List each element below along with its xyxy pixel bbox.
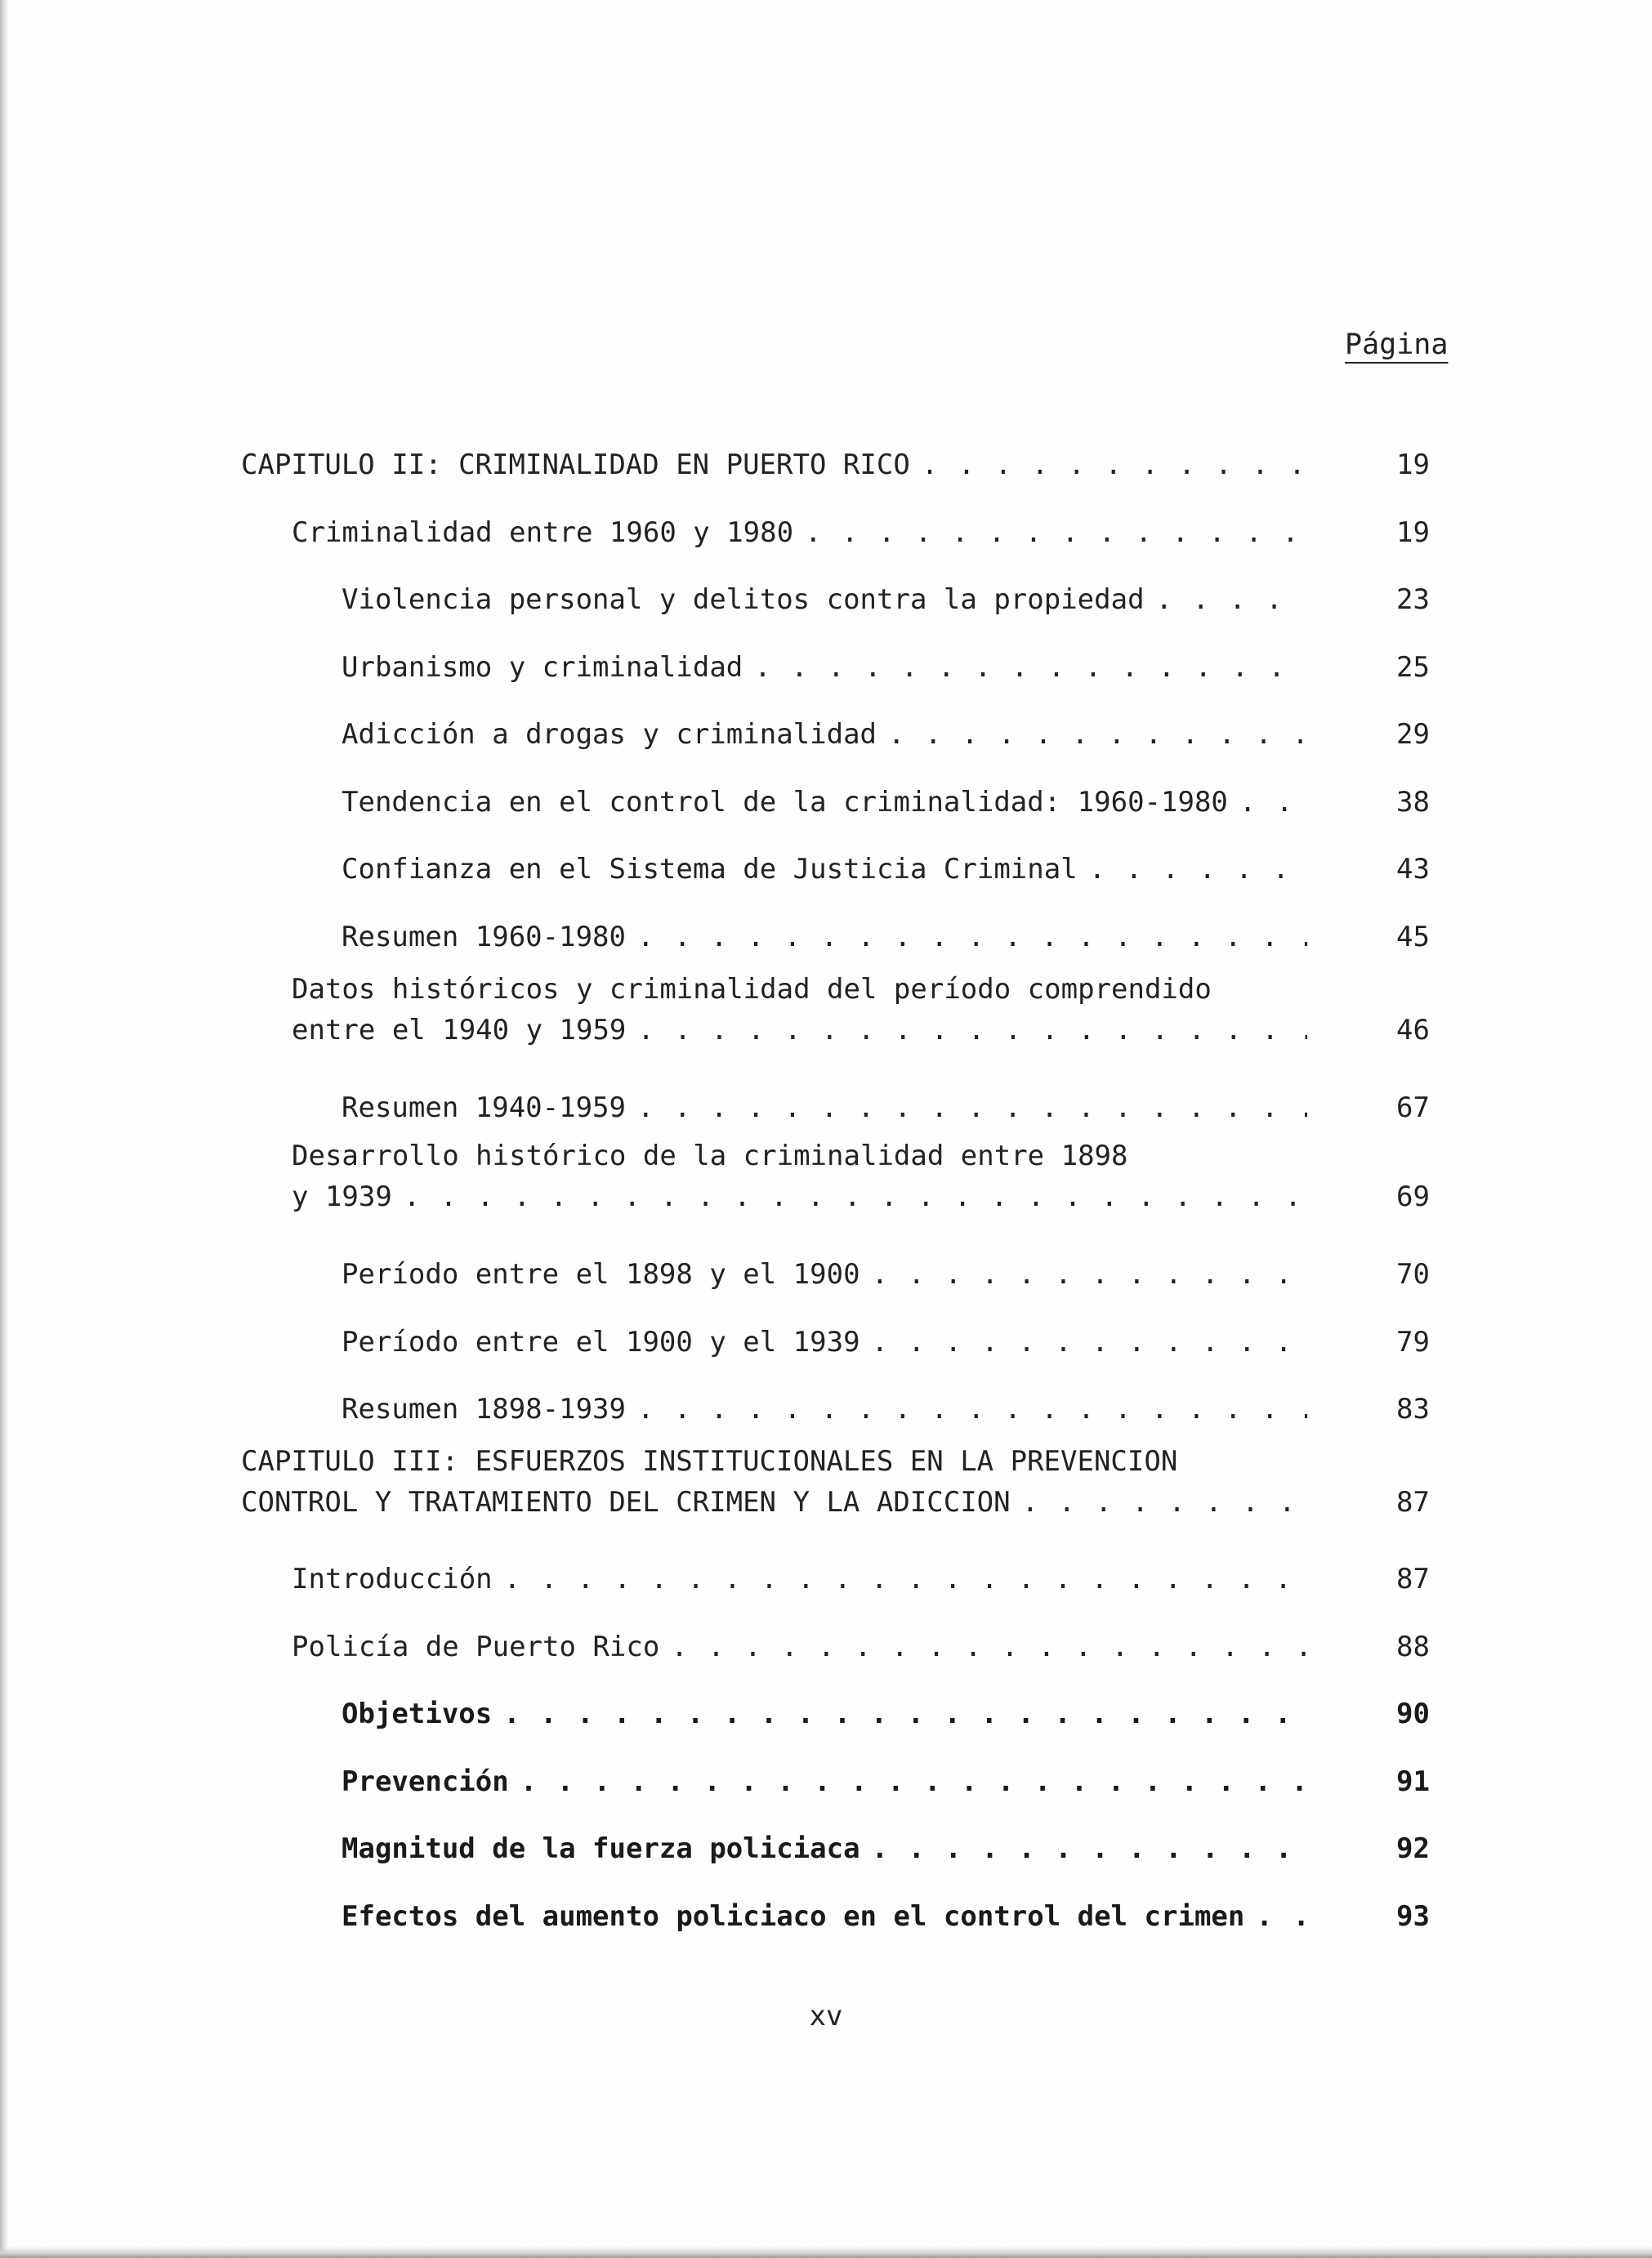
toc-entry-violencia-personal	[0, 568, 1652, 617]
toc-entry-resumen-1940-1959	[0, 1076, 1652, 1125]
toc-page-number: 19	[1396, 516, 1430, 549]
dot-leader	[860, 1257, 1307, 1292]
toc-entry-line	[292, 1013, 1307, 1047]
toc-entry-magnitud-fuerza	[0, 1817, 1652, 1866]
dot-leader	[1011, 1485, 1307, 1519]
dot-leader	[626, 1392, 1307, 1426]
toc-entry-title: Urbanismo y criminalidad	[342, 651, 743, 684]
toc-page-number: 70	[1396, 1258, 1430, 1291]
dot-leader	[659, 1630, 1307, 1664]
toc-entry-urbanismo	[0, 636, 1652, 685]
dot-leader	[743, 650, 1307, 685]
toc-entry-title-line1: CAPITULO III: ESFUERZOS INSTITUCIONALES EN LA PREVENCION	[241, 1445, 1178, 1478]
toc-entry-title: y 1939	[292, 1180, 392, 1213]
toc-entry-title: Período entre el 1898 y el 1900	[342, 1258, 860, 1291]
toc-entry-title: CONTROL Y TRATAMIENTO DEL CRIMEN Y LA ADICCION	[241, 1486, 1011, 1519]
toc-page-number: 88	[1396, 1631, 1430, 1663]
toc-page-number: 23	[1396, 583, 1430, 616]
toc-page-number: 93	[1396, 1900, 1430, 1933]
toc-entry-title: Criminalidad entre 1960 y 1980	[292, 516, 794, 549]
toc-page-number: 67	[1396, 1091, 1430, 1124]
dot-leader	[626, 1013, 1307, 1047]
toc-entry-line	[342, 717, 1307, 752]
toc-page-number: 43	[1396, 853, 1430, 886]
dot-leader	[392, 1180, 1307, 1214]
toc-entry-title: Prevención	[342, 1765, 509, 1798]
toc-entry-line	[292, 515, 1307, 550]
toc-entry-title: Resumen 1940-1959	[342, 1091, 626, 1124]
toc-entry-periodo-1900-1939	[0, 1310, 1652, 1359]
toc-page-number: 69	[1396, 1180, 1430, 1213]
toc-entry-line	[292, 1630, 1307, 1664]
toc-entry-line	[342, 1899, 1307, 1934]
toc-entry-title: Tendencia en el control de la criminalidad: 1960-1980	[342, 786, 1228, 819]
dot-leader	[910, 448, 1307, 482]
dot-leader	[860, 1832, 1307, 1866]
toc-entry-periodo-1898-1900	[0, 1243, 1652, 1292]
toc-page-number: 91	[1396, 1765, 1430, 1798]
toc-entry-capitulo-iii	[0, 1444, 1652, 1519]
toc-entry-criminalidad-1960-1980	[0, 501, 1652, 550]
toc-entry-line	[241, 1485, 1307, 1519]
toc-entry-title: CAPITULO II: CRIMINALIDAD EN PUERTO RICO	[241, 448, 910, 481]
dot-leader	[1228, 785, 1307, 819]
dot-leader	[492, 1697, 1307, 1731]
toc-entry-line	[342, 582, 1307, 617]
toc-entry-title: Período entre el 1900 y el 1939	[342, 1326, 860, 1359]
toc-entry-line	[342, 1392, 1307, 1426]
scan-edge-bottom	[0, 2247, 1652, 2258]
toc-entry-line	[342, 1257, 1307, 1292]
toc-entry-title-line1: Datos históricos y criminalidad del período comprendido	[292, 973, 1212, 1006]
toc-entry-introduccion	[0, 1547, 1652, 1596]
toc-page-number: 38	[1396, 786, 1430, 819]
dot-leader	[877, 717, 1307, 752]
toc-entry-efectos-aumento	[0, 1885, 1652, 1934]
toc-entry-line	[342, 650, 1307, 685]
dot-leader	[1078, 852, 1307, 886]
toc-entry-line	[342, 1765, 1307, 1799]
dot-leader	[493, 1562, 1307, 1596]
dot-leader	[1244, 1899, 1307, 1934]
toc-entry-desarrollo-historico	[0, 1139, 1652, 1214]
toc-entry-line	[342, 1697, 1307, 1731]
page-folio: xv	[809, 2000, 843, 2033]
dot-leader	[1145, 582, 1307, 617]
dot-leader	[509, 1765, 1307, 1799]
dot-leader	[860, 1325, 1307, 1359]
toc-entry-title: Efectos del aumento policiaco en el control del crimen	[342, 1900, 1245, 1933]
toc-entry-title: Adicción a drogas y criminalidad	[342, 718, 877, 751]
toc-entry-title: Resumen 1960-1980	[342, 921, 626, 953]
toc-entry-title: Introducción	[292, 1563, 493, 1595]
toc-page-number: 46	[1396, 1014, 1430, 1046]
toc-entry-tendencia-control	[0, 770, 1652, 819]
dot-leader	[793, 515, 1307, 550]
toc-entry-resumen-1960-1980	[0, 905, 1652, 954]
toc-entry-title: Policía de Puerto Rico	[292, 1631, 660, 1663]
dot-leader	[626, 1091, 1307, 1125]
toc-entry-datos-historicos	[0, 972, 1652, 1047]
toc-page-number: 79	[1396, 1326, 1430, 1359]
toc-entry-prevencion	[0, 1750, 1652, 1799]
toc-entry-title: Confianza en el Sistema de Justicia Criminal	[342, 853, 1078, 886]
toc-page-number: 29	[1396, 718, 1430, 751]
toc-entry-policia-puerto-rico	[0, 1615, 1652, 1664]
toc-entry-line	[342, 785, 1307, 819]
toc-entry-confianza-sistema	[0, 837, 1652, 886]
toc-entry-line	[342, 1832, 1307, 1866]
page-column-header: Página	[1345, 328, 1449, 361]
toc-entry-capitulo-ii	[0, 433, 1652, 482]
toc-entry-title: Violencia personal y delitos contra la propiedad	[342, 583, 1145, 616]
toc-page-number: 45	[1396, 921, 1430, 953]
toc-page-number: 19	[1396, 448, 1430, 481]
toc-entry-title: Resumen 1898-1939	[342, 1393, 626, 1426]
toc-entry-objetivos	[0, 1682, 1652, 1731]
toc-page-number: 90	[1396, 1698, 1430, 1730]
toc-entry-line	[241, 448, 1307, 482]
toc-page-number: 87	[1396, 1563, 1430, 1595]
toc-entry-line	[292, 1180, 1307, 1214]
toc-entry-line	[342, 920, 1307, 954]
toc-page-number: 87	[1396, 1486, 1430, 1519]
toc-entry-line	[342, 1325, 1307, 1359]
toc-entry-line	[292, 1562, 1307, 1596]
toc-page-number: 25	[1396, 651, 1430, 684]
toc-entry-adiccion-drogas	[0, 703, 1652, 752]
dot-leader	[626, 920, 1307, 954]
toc-entry-line	[342, 852, 1307, 886]
toc-page-number: 92	[1396, 1832, 1430, 1865]
toc-entry-resumen-1898-1939	[0, 1377, 1652, 1426]
toc-entry-title: Magnitud de la fuerza policiaca	[342, 1832, 860, 1865]
toc-entry-title-line1: Desarrollo histórico de la criminalidad entre 1898	[292, 1140, 1128, 1172]
toc-entry-line	[342, 1091, 1307, 1125]
toc-entry-title: entre el 1940 y 1959	[292, 1014, 627, 1046]
toc-entry-title: Objetivos	[342, 1698, 493, 1730]
toc-page-number: 83	[1396, 1393, 1430, 1426]
